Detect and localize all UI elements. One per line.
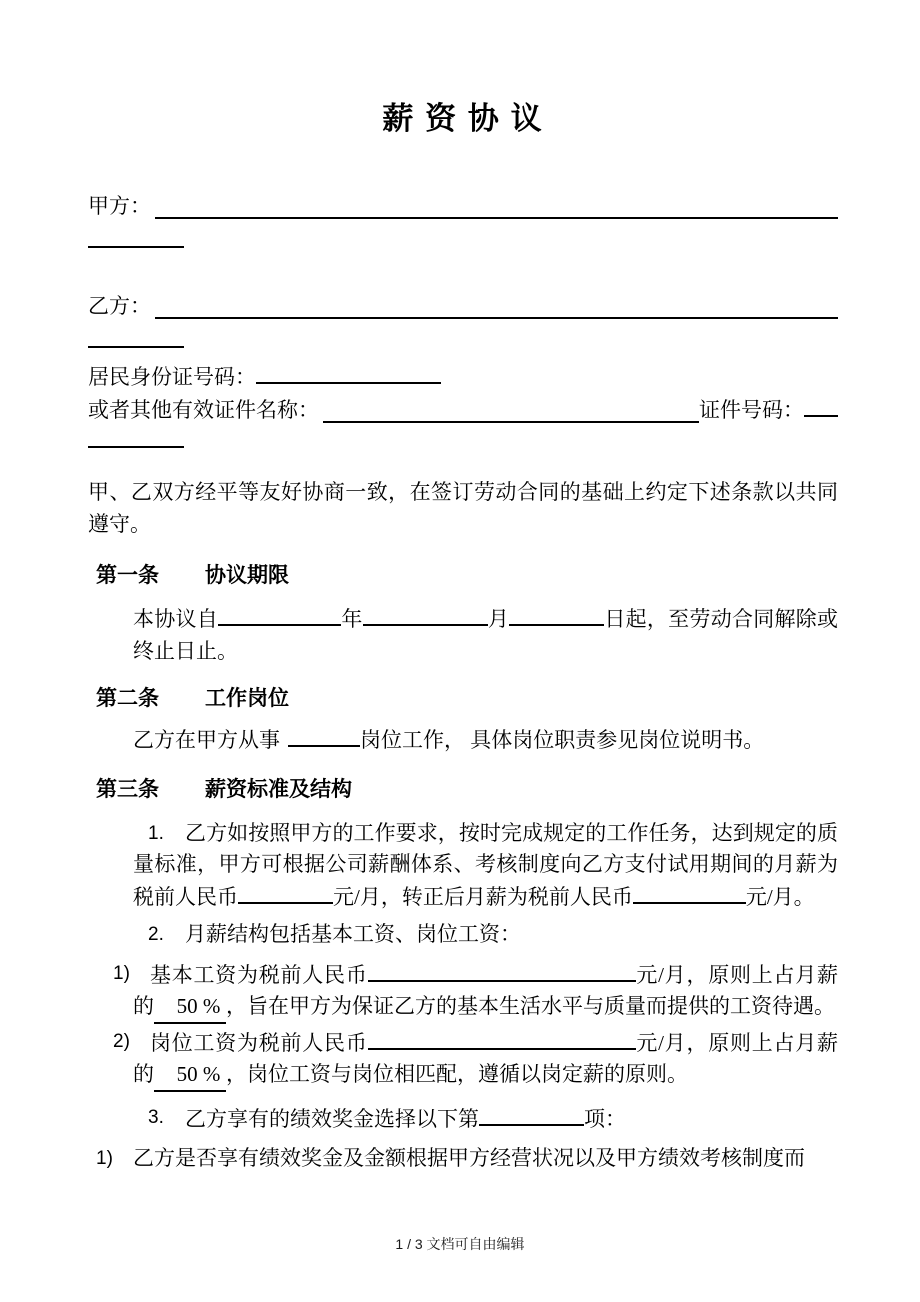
year-blank-field[interactable]	[218, 602, 341, 626]
resident-id-row	[88, 360, 838, 393]
clause-1-number: 1.	[148, 823, 164, 844]
clause-2-sub-2-text-1: 岗位工资为税前人民币	[150, 1031, 368, 1055]
article-3-heading	[96, 774, 838, 806]
party-a-blank-field-wrap[interactable]	[88, 246, 184, 248]
party-b-blank-field-wrap[interactable]	[88, 346, 184, 348]
clause-2-sub-1-text-2: 元/月，原则上占月薪的	[133, 963, 838, 1018]
article-1-text-start: 本协议自	[133, 607, 219, 631]
article-1-text-end: 日起，至劳动合同解除或终止日止。	[133, 607, 839, 663]
other-cert-label: 或者其他有效证件名称：	[88, 398, 319, 422]
article-2-heading	[96, 683, 838, 715]
regular-salary-blank-field[interactable]	[633, 880, 746, 904]
clause-3-sub-1-item	[88, 1143, 838, 1174]
month-blank-field[interactable]	[363, 602, 488, 626]
document-title: 薪 资 协 议	[382, 101, 544, 136]
day-blank-field[interactable]	[509, 602, 604, 626]
clause-3-text-2: 项：	[584, 1107, 626, 1131]
clause-1-text-1: 乙方如按照甲方的工作要求，按时完成规定的工作任务，达到规定的质量标准，甲方可根据公司薪酬体系、考核制度向乙方支付试用期间的月薪为税前人民币	[133, 821, 838, 909]
article-2-text-start: 乙方在甲方从事	[133, 728, 280, 752]
cert-no-label: 证件号码：	[699, 398, 804, 422]
clause-3-sub-1-number: 1)	[96, 1148, 113, 1169]
article-2-title: 工作岗位	[205, 687, 289, 710]
clause-2-sub-2-number: 2)	[113, 1031, 130, 1052]
clause-2-sub-1-number: 1)	[113, 963, 130, 984]
party-a-blank-field[interactable]	[155, 193, 838, 219]
page-footer: 1 / 3 文档可自由编辑	[395, 1236, 525, 1252]
article-1-body	[133, 602, 838, 667]
base-salary-percent-field[interactable]: 50 %	[154, 991, 226, 1024]
resident-id-blank-field[interactable]	[256, 360, 441, 384]
other-cert-blank-field[interactable]	[323, 397, 699, 423]
clause-3-text-1: 乙方享有的绩效奖金选择以下第	[185, 1107, 479, 1131]
clause-2-sub-1-text-3: ，旨在甲方为保证乙方的基本生活水平与质量而提供的工资待遇。	[226, 994, 835, 1018]
cert-no-blank-field[interactable]	[804, 393, 838, 417]
party-a-row	[88, 190, 838, 222]
clause-2-item	[88, 919, 838, 950]
bonus-option-blank-field[interactable]	[479, 1102, 584, 1126]
party-b-row	[88, 290, 838, 322]
article-2-number: 第二条	[96, 687, 159, 710]
clause-2-sub-1-item	[88, 958, 838, 1024]
clause-2-text: 月薪结构包括基本工资、岗位工资：	[185, 922, 521, 946]
position-blank-field[interactable]	[288, 723, 360, 747]
article-1-title: 协议期限	[205, 564, 289, 587]
article-3-number: 第三条	[96, 778, 159, 801]
post-salary-blank-field[interactable]	[368, 1026, 636, 1050]
clause-1-text-3: 元/月。	[745, 885, 815, 909]
party-a-label: 甲方：	[88, 194, 151, 218]
preamble-paragraph: 甲、乙双方经平等友好协商一致，在签订劳动合同的基础上约定下述条款以共同遵守。	[88, 480, 838, 536]
party-b-label: 乙方：	[88, 294, 151, 318]
article-1-heading	[96, 560, 838, 592]
post-salary-percent-field[interactable]: 50 %	[154, 1059, 226, 1092]
clause-2-sub-2-text-3: ，岗位工资与岗位相匹配，遵循以岗定薪的原则。	[226, 1062, 688, 1086]
resident-id-label: 居民身份证号码：	[88, 365, 256, 389]
article-1-number: 第一条	[96, 564, 159, 587]
party-a-blank-continuation	[88, 222, 838, 252]
article-2-body	[133, 723, 838, 756]
clause-2-sub-1-text-1: 基本工资为税前人民币	[150, 963, 368, 987]
cert-no-blank-field-wrap[interactable]	[88, 446, 184, 448]
clause-1-text-2: 元/月，转正后月薪为税前人民币	[333, 885, 633, 909]
base-salary-blank-field[interactable]	[368, 958, 636, 982]
cert-no-blank-continuation	[88, 426, 838, 452]
clause-3-item	[88, 1102, 838, 1135]
article-3-title: 薪资标准及结构	[205, 778, 352, 801]
clause-2-sub-2-text-2: 元/月，原则上占月薪的	[133, 1031, 838, 1086]
party-b-blank-continuation	[88, 322, 838, 352]
other-cert-row	[88, 393, 838, 426]
clause-2-number: 2.	[148, 924, 164, 945]
article-1-text-year: 年	[341, 607, 363, 631]
clause-3-number: 3.	[148, 1107, 164, 1128]
clause-3-sub-1-text: 乙方是否享有绩效奖金及金额根据甲方经营状况以及甲方绩效考核制度而	[133, 1146, 805, 1170]
article-2-text-end: 岗位工作， 具体岗位职责参见岗位说明书。	[360, 728, 765, 752]
clause-1-item	[88, 818, 838, 913]
article-1-text-month: 月	[487, 607, 510, 631]
party-b-blank-field[interactable]	[155, 293, 838, 319]
probation-salary-blank-field[interactable]	[238, 880, 333, 904]
clause-2-sub-2-item	[88, 1026, 838, 1092]
